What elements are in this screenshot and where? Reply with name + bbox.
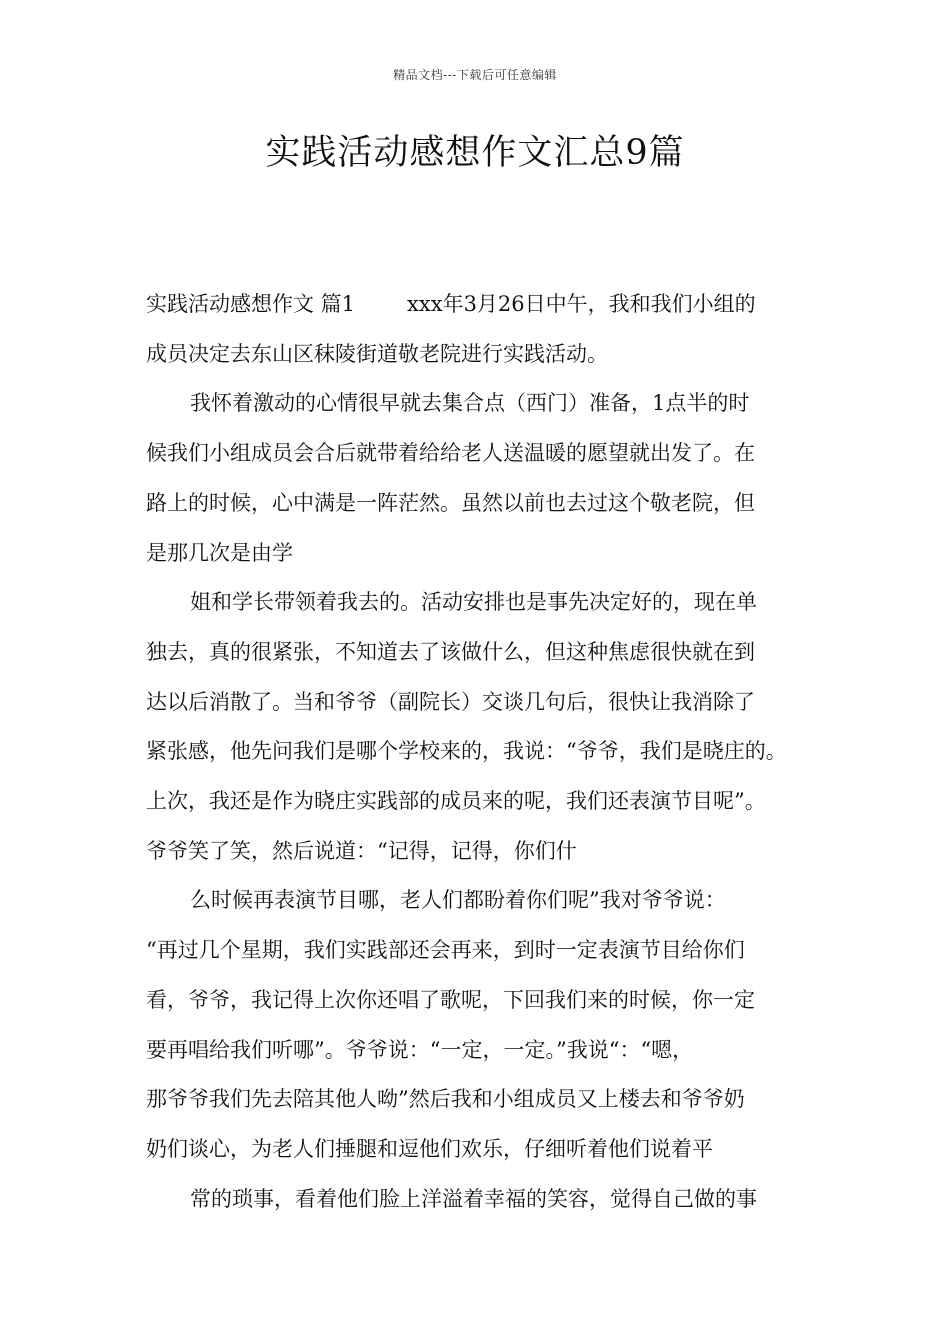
text-line: 那爷爷我们先去陪其他人呦”然后我和小组成员又上楼去和爷爷奶 — [146, 1087, 745, 1112]
text-line: 紧张感，他先问我们是哪个学校来的，我说：“爷爷，我们是晓庄的。 — [146, 739, 787, 764]
text-line: 达以后消散了。当和爷爷（副院长）交谈几句后，很快让我消除了 — [146, 689, 755, 714]
text-line: 上次，我还是作为晓庄实践部的成员来的呢，我们还表演节目呢”。 — [146, 789, 766, 814]
text-line: 要再唱给我们听哪”。爷爷说：“一定，一定。”我说“：“嗯， — [146, 1037, 694, 1062]
text-line: 成员决定去东山区秣陵街道敬老院进行实践活动。 — [146, 341, 608, 366]
text-line: 爷爷笑了笑，然后说道：“记得，记得，你们什 — [146, 838, 577, 863]
text-line: 是那几次是由学 — [146, 540, 293, 565]
text-line: 独去，真的很紧张，不知道去了该做什么，但这种焦虑很快就在到 — [146, 639, 755, 664]
article-body — [146, 280, 826, 1224]
text-line: “再过几个星期，我们实践部还会再来，到时一定表演节目给你们 — [146, 938, 745, 963]
text-line: 看，爷爷，我记得上次你还唱了歌呢，下回我们来的时候，你一定 — [146, 987, 755, 1012]
text-line: 姐和学长带领着我去的。活动安排也是事先决定好的，现在单 — [190, 590, 757, 615]
text-line-content: xxx年3月26日中午，我和我们小组的 — [407, 292, 756, 316]
text-line: 奶们谈心，为老人们捶腿和逗他们欢乐，仔细听着他们说着平 — [146, 1136, 713, 1161]
text-line: 常的琐事，看着他们脸上洋溢着幸福的笑容，觉得自己做的事 — [190, 1186, 757, 1211]
section-heading: 实践活动感想作文 篇1 — [146, 292, 356, 316]
text-line: 么时候再表演节目哪，老人们都盼着你们呢”我对爷爷说： — [190, 888, 726, 913]
page-title: 实践活动感想作文汇总9篇 — [265, 133, 685, 173]
header-note: 精品文档---下载后可任意编辑 — [393, 68, 557, 82]
text-line: 候我们小组成员会合后就带着给给老人送温暖的愿望就出发了。在 — [146, 441, 755, 466]
text-line: 路上的时候，心中满是一阵茫然。虽然以前也去过这个敬老院，但 — [146, 490, 755, 515]
text-line: 我怀着激动的心情很早就去集合点（西门）准备，1点半的时 — [190, 391, 750, 416]
text-line — [146, 280, 826, 330]
